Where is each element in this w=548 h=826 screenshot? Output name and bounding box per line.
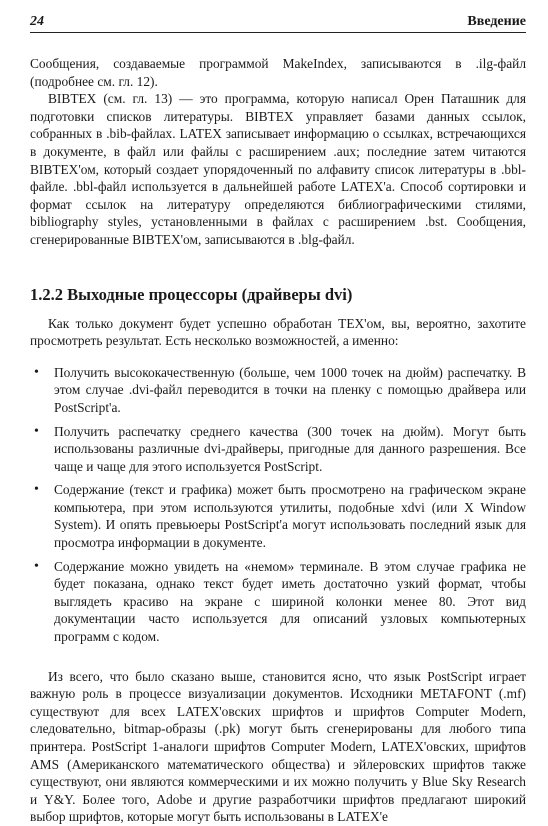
list-item-text: • Содержание можно увидеть на «немом» терминале. В этом случае графика не будет показана, однако текст будет иметь достаточно узкий формат, чтобы выглядеть красиво на экране с шириной колонки менее 80. Этот вид документации часто используется для описаний узловых компьютерных программ с кодом. <box>54 558 526 645</box>
list-item <box>30 423 526 476</box>
running-header <box>30 14 526 33</box>
list-item-text: • Получить высококачественную (больше, чем 1000 точек на дюйм) распечатку. В этом случае .dvi-файл переводится в точки на пленку с помощью драйвера или PostScript'а. <box>54 364 526 415</box>
page-number: 24 <box>30 14 44 29</box>
list-item <box>30 364 526 417</box>
paragraph-postscript: Из всего, что было сказано выше, становится ясно, что язык PostScript играет важную роль в процессе визуализации документов. Исходники METAFONT (.mf) существуют для всех LATEX'овских шрифтов и шрифтов Computer Modern, следовательно, bitmap-образы (.pk) могут быть сгенерированы для любого типа принтера. PostScript 1-аналоги шрифтов Computer Modern, LATEX'овских, шрифтов AMS (Американского математического общества) и эйлеровских шрифтов также существуют, они являются коммерческими и их можно получить у Blue Sky Research и Y&Y. Более того, Adobe и другие разработчики шрифтов предлагают широкий выбор шрифтов, которые могут быть использованы в LATEX'е <box>30 668 526 825</box>
paragraph-bibtex: BIBTEX (см. гл. 13) — это программа, которую написал Орен Паташник для подготовки списков литературы. BIBTEX управляет базами данных ссылок, собранных в .bib-файлах. LATEX записывает информацию о ссылках, встречающихся в документе, в файл или файлы с расширением .aux; последние затем читаются BIBTEX'ом, который создает упорядоченный по алфавиту список литературы в .bbl-файле. .bbl-файл используется в дальнейшей работе LATEX'а. Способ сортировки и формат ссылок на литературу определяются библиографическими стилями, bibliography styles, установленными в файлах с расширением .bst. Сообщения, сгенерированные BIBTEX'ом, записываются в .blg-файл. <box>30 91 526 247</box>
options-list <box>30 364 526 646</box>
list-item-text: • Содержание (текст и графика) может быть просмотрено на графическом экране компьютера, при этом используются утилиты, подобные xdvi (или X Window System). И опять превьюеры PostScript'а могут использовать последний язык для просмотра информации в документе. <box>54 482 526 551</box>
running-title: Введение <box>467 14 526 29</box>
section-intro: Как только документ будет успешно обработан TEX'ом, вы, вероятно, захотите просмотреть результат. Есть несколько возможностей, а именно: <box>30 315 526 349</box>
section-heading: 1.2.2 Выходные процессоры (драйверы dvi) <box>30 284 353 304</box>
list-item <box>30 481 526 551</box>
paragraph-makeindex: Сообщения, создаваемые программой MakeIndex, записываются в .ilg-файл (подробнее см. гл. 12). <box>30 56 526 89</box>
list-item-text: • Получить распечатку среднего качества (300 точек на дюйм). Могут быть использованы различные dvi-драйверы, пригодные для данного разрешения. Все чаще и чаще для этого используется PostScript. <box>54 423 526 474</box>
list-item <box>30 558 526 646</box>
